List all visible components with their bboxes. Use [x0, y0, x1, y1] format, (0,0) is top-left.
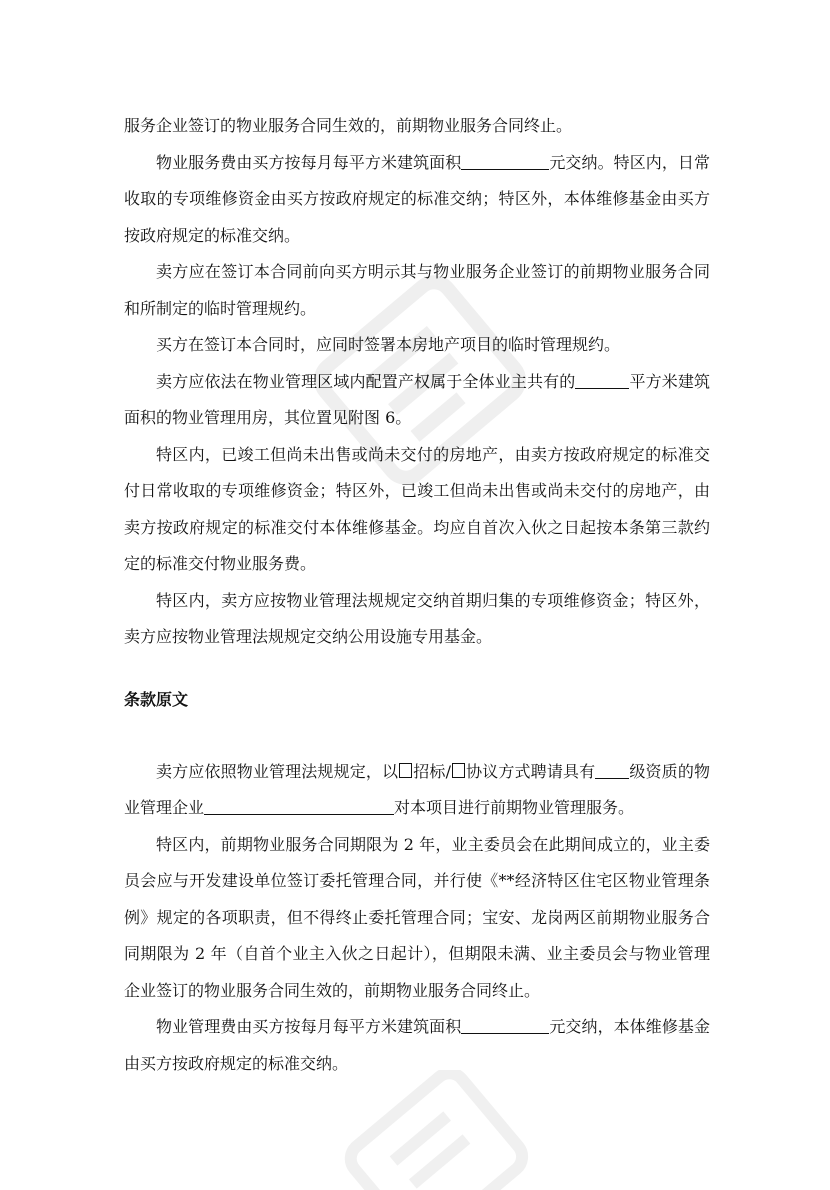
paragraph-initial-fund: 特区内，卖方应按物业管理法规规定交纳首期归集的专项维修资金；特区外，卖方应按物业管理法规规定交纳公用设施专用基金。 [124, 590, 710, 646]
paragraph-engage-company-part2: 协议方式聘请具有 [465, 761, 596, 781]
paragraph-1: 服务企业签订的物业服务合同生效的，前期物业服务合同终止。 [124, 116, 573, 135]
paragraph-management-room-part2: 平方米建筑面积的物业管理用房，其位置见附图 6。 [124, 371, 710, 427]
paragraph-engage-company-part1: 卖方应依照物业管理法规规定，以 [156, 761, 399, 781]
spacer [124, 718, 710, 754]
document-body [124, 108, 710, 1082]
paragraph-management-room [124, 364, 710, 437]
paragraph-contract-term: 特区内，前期物业服务合同期限为 2 年，业主委员会在此期间成立的，业主委员会应与开发建设单位签订委托管理合同，并行使《**经济特区住宅区物业管理条例》规定的各项职责，但不得终止委托管理合同；宝安、龙岗两区前期物业服务合同期限为 2 年（自首个业主入伙之日起计），但期限未满、业主委员会与物业管理企业签订的物业服务合同生效的，前期物业服务合同终止。 [124, 834, 710, 1000]
qualification-level-blank[interactable] [595, 764, 629, 779]
paragraph-property-fee [124, 145, 710, 255]
paragraph-engage-company [124, 754, 710, 827]
paragraph-management-fee-part2: 元交纳，本体维修基金由买方按政府规定的标准交纳。 [124, 1017, 710, 1073]
paragraph-engage-company-part3: 级资质的物业管理企业 [124, 761, 710, 817]
watermark-logo-bottom-icon [330, 1070, 530, 1190]
paragraph-engage-company-part4: 对本项目进行前期物业管理服务。 [394, 798, 635, 817]
section-heading: 条款原文 [124, 689, 189, 709]
paragraph-management-fee [124, 1009, 710, 1082]
paragraph-management-room-part1: 卖方应依法在物业管理区域内配置产权属于全体业主共有的 [156, 371, 576, 391]
paragraph-seller-disclosure: 卖方应在签订本合同前向买方明示其与物业服务企业签订的前期物业服务合同和所制定的临时管理规约。 [124, 262, 710, 318]
paragraph-property-fee-part1: 物业服务费由买方按每月每平方米建筑面积 [156, 152, 462, 172]
paragraph-property-fee-part2: 元交纳。特区内，日常收取的专项维修资金由买方按政府规定的标准交纳；特区外，本体维修基金由买方按政府规定的标准交纳。 [124, 152, 710, 245]
agreement-checkbox[interactable] [452, 763, 465, 778]
paragraph-maintenance-fund: 特区内，已竣工但尚未出售或尚未交付的房地产，由卖方按政府规定的标准交付日常收取的专项维修资金；特区外，已竣工但尚未出售或尚未交付的房地产，由卖方按政府规定的标准交付本体维修基金。均应自首次入伙之日起按本条第三款约定的标准交付物业服务费。 [124, 444, 710, 573]
paragraph-buyer-sign: 买方在签订本合同时，应同时签署本房地产项目的临时管理规约。 [156, 335, 621, 354]
management-room-area-blank[interactable] [575, 374, 629, 389]
company-name-blank[interactable] [204, 800, 394, 815]
tender-label: 招标/ [413, 761, 451, 781]
property-fee-blank[interactable] [461, 155, 549, 170]
tender-checkbox[interactable] [399, 763, 412, 778]
management-fee-blank[interactable] [461, 1019, 549, 1034]
paragraph-management-fee-part1: 物业管理费由买方按每月每平方米建筑面积 [156, 1017, 462, 1036]
